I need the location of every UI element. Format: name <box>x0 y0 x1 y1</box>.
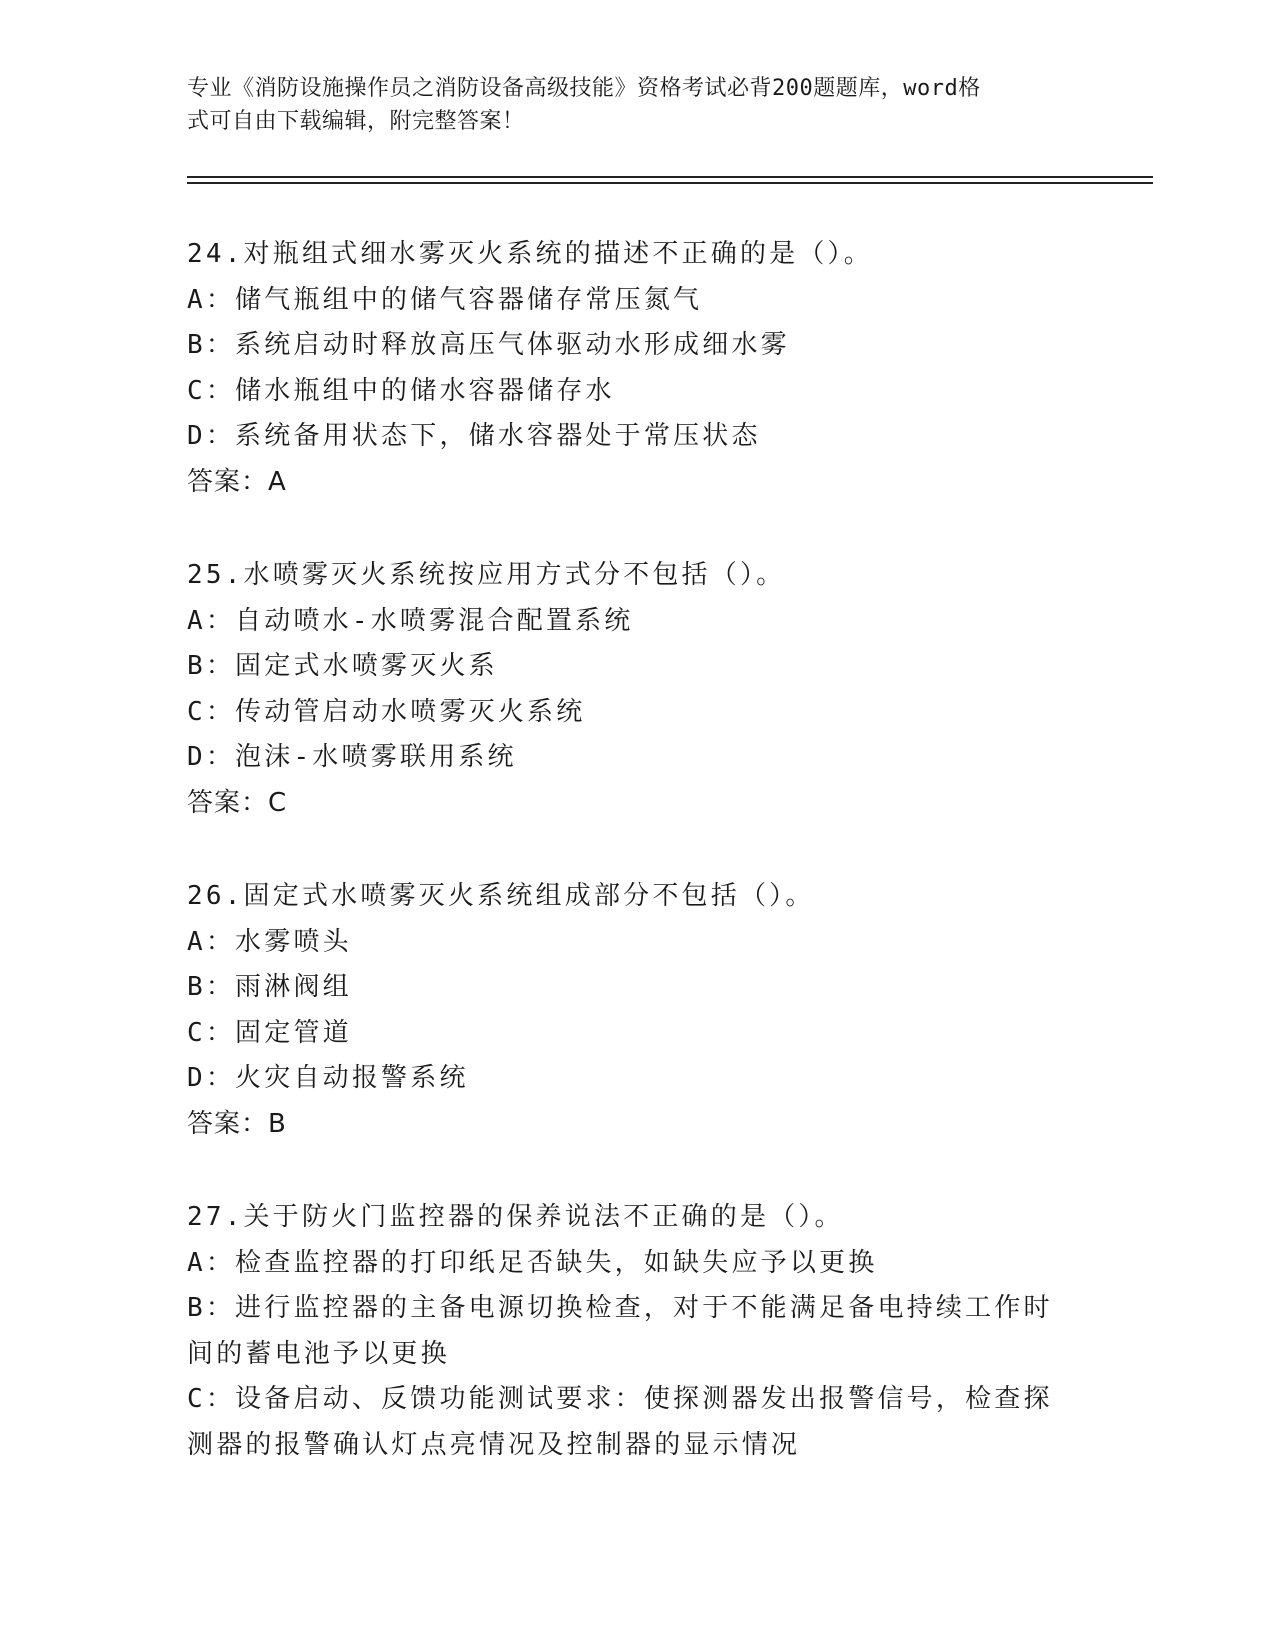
question-stem: 26.固定式水喷雾灭火系统组成部分不包括（）。 <box>187 881 815 911</box>
option-a: A：储气瓶组中的储气容器储存常压氮气 <box>187 284 703 315</box>
header-line-1: 专业《消防设施操作员之消防设备高级技能》资格考试必背200题题库，word格 <box>187 76 981 101</box>
option-d: D：系统备用状态下，储水容器处于常压状态 <box>187 421 761 451</box>
option-c: C：固定管道 <box>187 1017 352 1048</box>
option-d: D：火灾自动报警系统 <box>187 1063 469 1093</box>
document-header <box>187 72 1067 138</box>
question-24 <box>187 232 1067 505</box>
option-c: C：储水瓶组中的储水容器储存水 <box>187 375 615 406</box>
question-stem: 25.水喷雾灭火系统按应用方式分不包括（）。 <box>187 560 786 590</box>
option-a: A：检查监控器的打印纸足否缺失，如缺失应予以更换 <box>187 1247 878 1278</box>
option-b: B：固定式水喷雾灭火系 <box>187 651 498 681</box>
question-stem: 27.关于防火门监控器的保养说法不正确的是（）。 <box>187 1202 844 1232</box>
header-divider-bottom <box>187 182 1153 184</box>
option-c: C：设备启动、反馈功能测试要求：使探测器发出报警信号，检查探测器的报警确认灯点亮情况及控制器的显示情况 <box>187 1384 1053 1460</box>
option-b: B：雨淋阀组 <box>187 972 352 1002</box>
question-26 <box>187 874 1067 1147</box>
question-list <box>187 232 1067 1516</box>
option-b: B：系统启动时释放高压气体驱动水形成细水雾 <box>187 330 790 360</box>
question-27 <box>187 1195 1067 1468</box>
header-divider-top <box>187 176 1153 178</box>
answer-line: 答案：A <box>187 466 287 497</box>
answer-line: 答案：C <box>187 787 288 818</box>
question-stem: 24.对瓶组式细水雾灭火系统的描述不正确的是（）。 <box>187 239 873 269</box>
answer-line: 答案：B <box>187 1108 287 1139</box>
option-a: A：水雾喷头 <box>187 926 352 957</box>
option-a: A：自动喷水-水喷雾混合配置系统 <box>187 605 634 636</box>
option-c: C：传动管启动水喷雾灭火系统 <box>187 696 586 727</box>
question-25 <box>187 553 1067 826</box>
option-b: B：进行监控器的主备电源切换检查，对于不能满足备电持续工作时间的蓄电池予以更换 <box>187 1293 1053 1369</box>
option-d: D：泡沫-水喷雾联用系统 <box>187 742 517 772</box>
header-line-2: 式可自由下载编辑，附完整答案！ <box>187 109 525 134</box>
